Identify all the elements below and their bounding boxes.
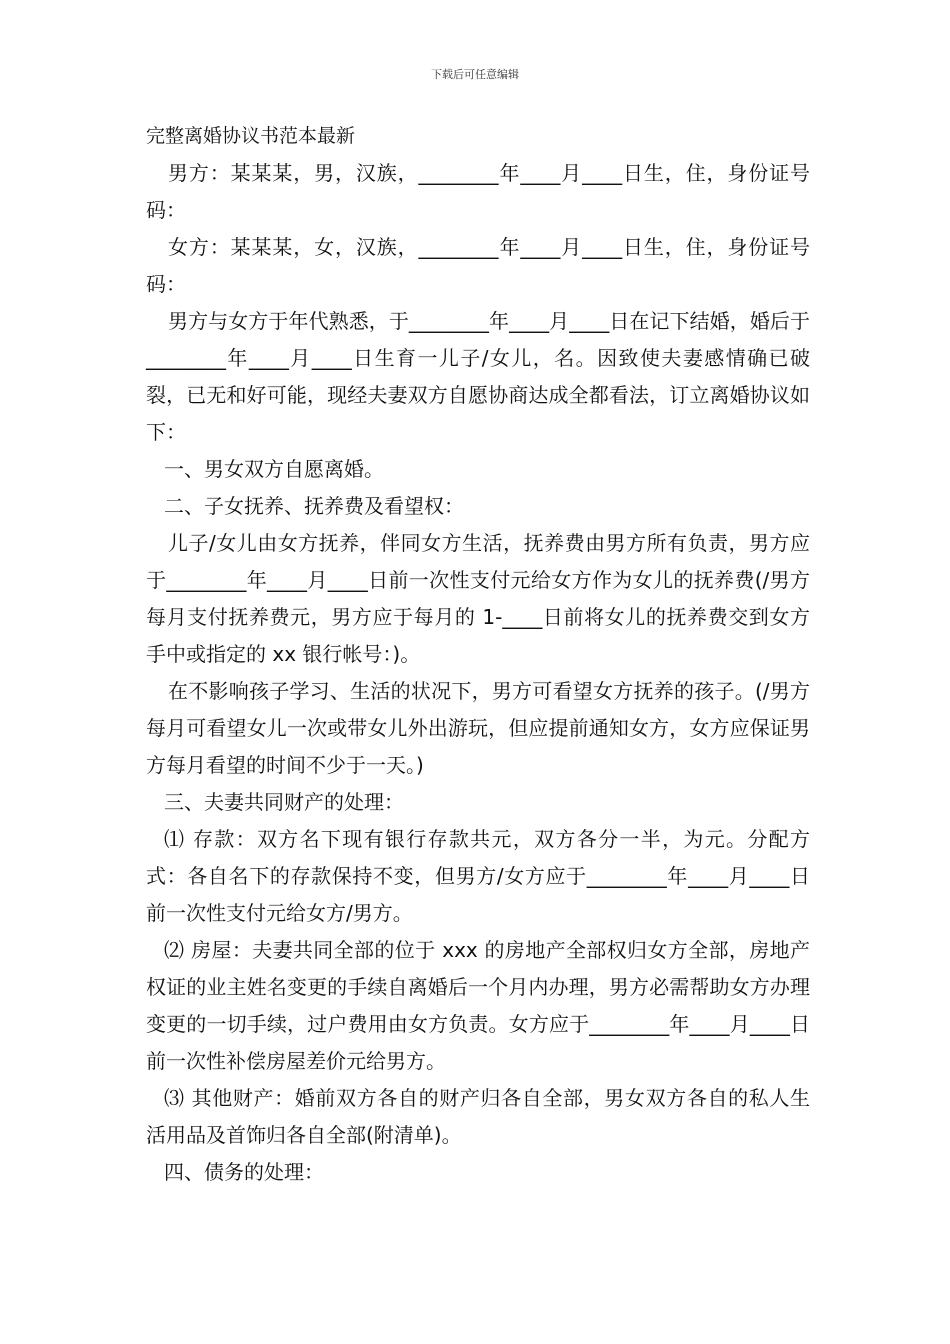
- item-1-savings: ⑴ 存款：双方名下现有银行存款共元，双方各分一半，为元。分配方式：各自名下的存款保持不变，但男方/女方应于________年____月____日前一次性支付元给女方/男方。: [146, 827, 810, 925]
- paragraph-marriage-background: 男方与女方于年代熟悉，于________年____月____日在记下结婚，婚后于________年____月____日生育一儿子/女儿，名。因致使夫妻感情确已破裂，已无和好可能，现经夫妻双方自愿协商达成全都看法，订立离婚协议如下：: [146, 309, 810, 444]
- document-body: [146, 118, 810, 1191]
- document-title: 完整离婚协议书范本最新: [146, 125, 356, 147]
- item-3-other-property: ⑶ 其他财产：婚前双方各自的财产归各自全部，男女双方各自的私人生活用品及首饰归各自全部(附清单)。: [146, 1086, 810, 1147]
- item-2-house: ⑵ 房屋：夫妻共同全部的位于 xxx 的房地产全部权归女方全部，房地产权证的业主姓名变更的手续自离婚后一个月内办理，男方必需帮助女方办理变更的一切手续，过户费用由女方负责。女方应于________年____月____日前一次性补偿房屋差价元给男方。: [146, 938, 810, 1073]
- clause-1-divorce: 一、男女双方自愿离婚。: [164, 457, 384, 481]
- paragraph-female-party: 女方：某某某，女，汉族，________年____月____日生，住，身份证号码：: [146, 235, 810, 296]
- paragraph-male-party: 男方：某某某，男，汉族，________年____月____日生，住，身份证号码：: [146, 161, 810, 222]
- page-header: 下载后可任意编辑: [431, 68, 519, 81]
- paragraph-child-support: 儿子/女儿由女方抚养，伴同女方生活，抚养费由男方所有负责，男方应于________年____月____日前一次性支付元给女方作为女儿的抚养费(/男方每月支付抚养费元，男方应于每月的 1-____日前将女儿的抚养费交到女方手中或指定的 xx 银行帐号：)。: [146, 531, 810, 666]
- clause-4-heading: 四、债务的处理：: [164, 1160, 324, 1184]
- paragraph-visitation: 在不影响孩子学习、生活的状况下，男方可看望女方抚养的孩子。(/男方每月可看望女儿一次或带女儿外出游玩，但应提前通知女方，女方应保证男方每月看望的时间不少于一天。): [146, 679, 810, 777]
- clause-2-heading: 二、子女抚养、抚养费及看望权：: [164, 494, 464, 518]
- clause-3-heading: 三、夫妻共同财产的处理：: [164, 790, 404, 814]
